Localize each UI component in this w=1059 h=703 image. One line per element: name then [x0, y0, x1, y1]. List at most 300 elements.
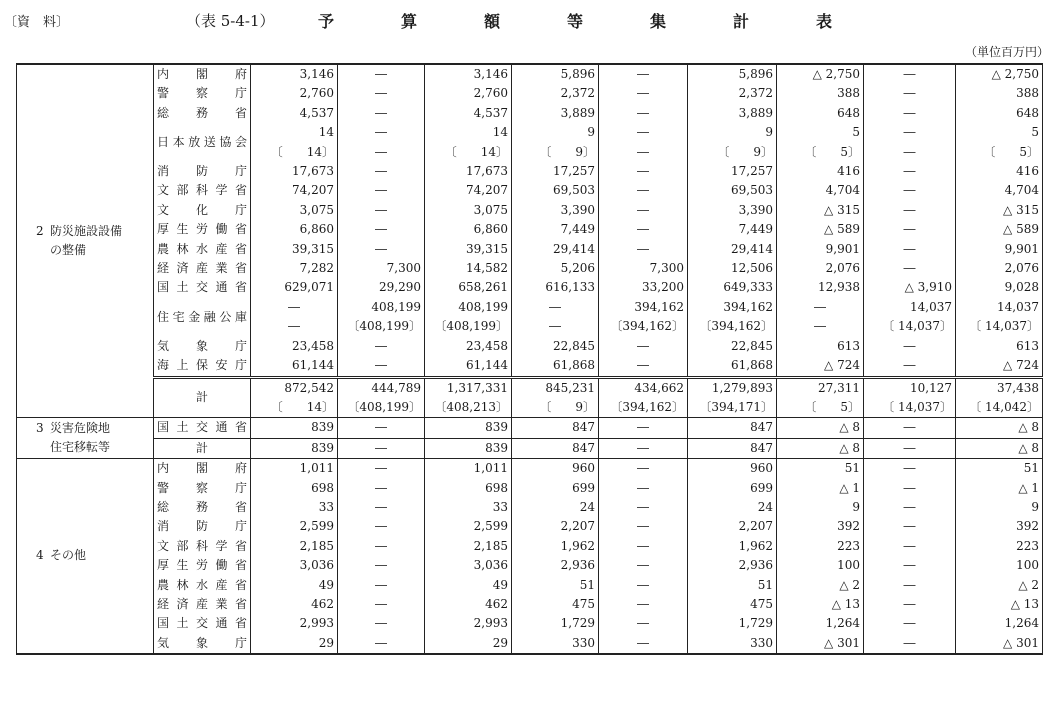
table-number: （表 5-4-1） — [186, 12, 275, 30]
table-cell: 960 — [512, 459, 599, 479]
table-cell: 29 — [251, 634, 338, 654]
table-cell: 462 — [425, 595, 512, 614]
table-cell: ― — [338, 104, 425, 123]
agency-name: 計 — [154, 438, 251, 458]
agency-name: 文部科学省 — [154, 537, 251, 556]
table-cell: 〔 14〕 — [251, 143, 338, 162]
agency-name: 経済産業省 — [154, 259, 251, 278]
table-cell: 5 — [956, 123, 1043, 142]
table-cell: 〔408,199〕 — [338, 398, 425, 418]
table-cell: 〔 14,037〕 — [864, 398, 956, 418]
table-cell: ― — [338, 123, 425, 142]
table-cell: △ 13 — [956, 595, 1043, 614]
title-char: 等 — [567, 12, 584, 31]
table-cell: ― — [338, 595, 425, 614]
table-cell: ― — [864, 181, 956, 200]
table-cell: 9,028 — [956, 278, 1043, 297]
category-name: 災害危険地 — [50, 420, 111, 435]
table-cell: 3,146 — [251, 64, 338, 84]
table-cell: △ 8 — [777, 438, 864, 458]
table-row — [17, 162, 1043, 181]
table-cell: 29 — [425, 634, 512, 654]
table-cell: 17,673 — [251, 162, 338, 181]
table-cell: ― — [864, 537, 956, 556]
table-cell: 2,599 — [425, 517, 512, 536]
table-cell: ― — [864, 143, 956, 162]
table-cell: 61,144 — [425, 356, 512, 377]
table-cell: 4,704 — [777, 181, 864, 200]
table-cell: 3,390 — [512, 201, 599, 220]
agency-name: 総 務 省 — [154, 104, 251, 123]
table-cell: 51 — [777, 459, 864, 479]
table-cell: 23,458 — [425, 337, 512, 356]
table-cell: △ 2 — [956, 576, 1043, 595]
table-cell: 648 — [956, 104, 1043, 123]
table-cell: 17,257 — [688, 162, 777, 181]
table-cell: 69,503 — [688, 181, 777, 200]
table-cell: 14,037 — [956, 298, 1043, 317]
agency-name: 国土交通省 — [154, 614, 251, 633]
table-cell: ― — [512, 298, 599, 317]
agency-name: 海上保安庁 — [154, 356, 251, 377]
table-row — [17, 459, 1043, 479]
table-cell: ― — [338, 614, 425, 633]
table-cell: 39,315 — [251, 240, 338, 259]
title-char: 表 — [816, 12, 833, 31]
table-cell: 37,438 — [956, 377, 1043, 398]
table-cell: 2,076 — [956, 259, 1043, 278]
table-cell: 2,760 — [251, 84, 338, 103]
table-cell: 839 — [251, 438, 338, 458]
table-cell: △ 8 — [956, 438, 1043, 458]
table-cell: 〔 14,037〕 — [956, 317, 1043, 336]
agency-name: 計 — [154, 377, 251, 418]
table-cell: ― — [338, 143, 425, 162]
title-char: 計 — [733, 12, 750, 31]
table-cell: 462 — [251, 595, 338, 614]
table-cell: 7,300 — [599, 259, 688, 278]
table-row — [17, 377, 1043, 398]
table-cell: 〔 9〕 — [512, 398, 599, 418]
table-cell: 〔 14〕 — [251, 398, 338, 418]
table-cell: ― — [338, 337, 425, 356]
table-cell: ― — [864, 498, 956, 517]
table-cell: 1,729 — [688, 614, 777, 633]
table-cell: 6,860 — [251, 220, 338, 239]
table-cell: ― — [864, 104, 956, 123]
agency-name: 総 務 省 — [154, 498, 251, 517]
category-number: 3 — [36, 420, 44, 435]
table-cell: △ 8 — [777, 418, 864, 438]
table-cell: ― — [599, 104, 688, 123]
table-row — [17, 104, 1043, 123]
table-cell: ― — [599, 64, 688, 84]
table-cell: 9,901 — [956, 240, 1043, 259]
table-cell: ― — [338, 162, 425, 181]
agency-name: 国土交通省 — [154, 418, 251, 438]
table-cell: 648 — [777, 104, 864, 123]
table-cell: 9 — [688, 123, 777, 142]
table-cell: ― — [338, 498, 425, 517]
table-cell: 1,011 — [425, 459, 512, 479]
table-cell: 699 — [688, 479, 777, 498]
table-cell: 3,146 — [425, 64, 512, 84]
table-row — [17, 614, 1043, 633]
agency-name: 内 閣 府 — [154, 64, 251, 84]
table-cell: 61,144 — [251, 356, 338, 377]
table-cell: 872,542 — [251, 377, 338, 398]
table-cell: 〔394,162〕 — [599, 317, 688, 336]
table-cell: 61,868 — [688, 356, 777, 377]
table-cell: ― — [777, 298, 864, 317]
table-cell: ― — [599, 634, 688, 654]
table-cell: 24 — [512, 498, 599, 517]
table-cell: ― — [599, 123, 688, 142]
table-cell: 2,993 — [425, 614, 512, 633]
table-cell: 22,845 — [688, 337, 777, 356]
table-cell: 12,938 — [777, 278, 864, 297]
table-cell: 7,300 — [338, 259, 425, 278]
table-cell: ― — [599, 556, 688, 575]
table-cell: △ 724 — [777, 356, 864, 377]
table-cell: 649,333 — [688, 278, 777, 297]
table-cell: 〔 9〕 — [688, 143, 777, 162]
table-cell: 4,704 — [956, 181, 1043, 200]
table-cell: 29,290 — [338, 278, 425, 297]
table-cell: 1,279,893 — [688, 377, 777, 398]
table-cell: △ 589 — [956, 220, 1043, 239]
table-row — [17, 220, 1043, 239]
table-cell: ― — [864, 556, 956, 575]
category-cell — [17, 459, 154, 655]
table-cell: ― — [864, 356, 956, 377]
table-cell: 3,075 — [425, 201, 512, 220]
table-cell: ― — [338, 356, 425, 377]
agency-name: 文部科学省 — [154, 181, 251, 200]
table-cell: ― — [864, 418, 956, 438]
agency-name: 消 防 庁 — [154, 162, 251, 181]
table-cell: 408,199 — [338, 298, 425, 317]
table-cell: 394,162 — [599, 298, 688, 317]
table-cell: 14,582 — [425, 259, 512, 278]
agency-name: 農林水産省 — [154, 576, 251, 595]
category-name: の整備 — [50, 243, 87, 258]
table-cell: 〔 5〕 — [777, 143, 864, 162]
agency-name: 経済産業省 — [154, 595, 251, 614]
table-cell: 839 — [251, 418, 338, 438]
table-cell: 3,036 — [425, 556, 512, 575]
agency-name: 厚生労働省 — [154, 556, 251, 575]
table-row — [17, 634, 1043, 654]
table-cell: 14 — [251, 123, 338, 142]
table-cell: △ 301 — [777, 634, 864, 654]
table-cell: 845,231 — [512, 377, 599, 398]
table-cell: ― — [599, 84, 688, 103]
table-cell: 17,257 — [512, 162, 599, 181]
table-cell: 14,037 — [864, 298, 956, 317]
category-name: その他 — [50, 548, 87, 563]
table-cell: 3,036 — [251, 556, 338, 575]
table-cell: ― — [864, 438, 956, 458]
table-row — [17, 498, 1043, 517]
table-cell: ― — [338, 634, 425, 654]
title-char: 算 — [401, 12, 418, 31]
table-cell: 9 — [956, 498, 1043, 517]
table-cell: △ 1 — [956, 479, 1043, 498]
table-cell: △ 2,750 — [777, 64, 864, 84]
table-cell: 5,206 — [512, 259, 599, 278]
table-cell: 223 — [956, 537, 1043, 556]
title-char: 予 — [318, 12, 335, 31]
table-cell: ― — [864, 459, 956, 479]
table-cell: 2,185 — [425, 537, 512, 556]
table-cell: ― — [599, 240, 688, 259]
table-cell: 613 — [777, 337, 864, 356]
table-cell: 〔394,171〕 — [688, 398, 777, 418]
table-cell: ― — [599, 181, 688, 200]
table-row — [17, 240, 1043, 259]
table-cell: 330 — [512, 634, 599, 654]
agency-name: 日本放送協会 — [154, 123, 251, 162]
table-cell: ― — [864, 337, 956, 356]
table-row — [17, 438, 1043, 458]
table-cell: 1,962 — [512, 537, 599, 556]
table-cell: ― — [864, 123, 956, 142]
table-cell: 1,264 — [777, 614, 864, 633]
table-cell: △ 301 — [956, 634, 1043, 654]
table-cell: ― — [864, 84, 956, 103]
table-cell: 392 — [777, 517, 864, 536]
table-cell: 475 — [688, 595, 777, 614]
table-cell: 2,207 — [512, 517, 599, 536]
table-cell: ― — [864, 517, 956, 536]
agency-name: 内 閣 府 — [154, 459, 251, 479]
table-cell: 699 — [512, 479, 599, 498]
table-cell: 3,889 — [512, 104, 599, 123]
table-cell: ― — [251, 317, 338, 336]
table-cell: ― — [599, 356, 688, 377]
table-cell: 3,889 — [688, 104, 777, 123]
table-cell: 74,207 — [425, 181, 512, 200]
table-cell: 7,449 — [688, 220, 777, 239]
page-title — [318, 9, 899, 32]
table-cell: △ 315 — [777, 201, 864, 220]
table-cell: 847 — [512, 438, 599, 458]
table-cell: 〔 14,037〕 — [864, 317, 956, 336]
table-cell: 847 — [688, 438, 777, 458]
table-cell: 23,458 — [251, 337, 338, 356]
table-cell: 1,729 — [512, 614, 599, 633]
table-cell: 33 — [425, 498, 512, 517]
table-cell: △ 13 — [777, 595, 864, 614]
table-cell: 100 — [956, 556, 1043, 575]
table-cell: 416 — [777, 162, 864, 181]
table-cell: ― — [599, 143, 688, 162]
table-row — [17, 181, 1043, 200]
table-row — [17, 537, 1043, 556]
table-row — [17, 595, 1043, 614]
table-cell: 6,860 — [425, 220, 512, 239]
table-cell: ― — [599, 201, 688, 220]
table-row — [17, 84, 1043, 103]
agency-name: 警 察 庁 — [154, 84, 251, 103]
table-cell: 1,011 — [251, 459, 338, 479]
table-cell: ― — [864, 201, 956, 220]
table-cell: 29,414 — [512, 240, 599, 259]
table-cell: 960 — [688, 459, 777, 479]
table-cell: 12,506 — [688, 259, 777, 278]
table-cell: 394,162 — [688, 298, 777, 317]
budget-table — [16, 63, 1043, 655]
table-cell: ― — [777, 317, 864, 336]
table-cell: 〔394,162〕 — [688, 317, 777, 336]
table-cell: 847 — [512, 418, 599, 438]
table-cell: 〔 5〕 — [956, 143, 1043, 162]
table-cell: ― — [864, 64, 956, 84]
table-cell: 475 — [512, 595, 599, 614]
table-cell: 49 — [251, 576, 338, 595]
table-cell: ― — [338, 84, 425, 103]
table-cell: 22,845 — [512, 337, 599, 356]
table-cell: 〔408,213〕 — [425, 398, 512, 418]
agency-name: 消 防 庁 — [154, 517, 251, 536]
table-cell: ― — [864, 259, 956, 278]
title-char: 集 — [650, 12, 667, 31]
table-cell: 2,207 — [688, 517, 777, 536]
table-cell: 4,537 — [425, 104, 512, 123]
table-cell: 〔 9〕 — [512, 143, 599, 162]
table-cell: ― — [338, 64, 425, 84]
table-row — [17, 259, 1043, 278]
category-cell — [17, 418, 154, 459]
table-row — [17, 556, 1043, 575]
table-cell: ― — [599, 537, 688, 556]
table-cell: ― — [338, 240, 425, 259]
table-cell: 61,868 — [512, 356, 599, 377]
table-cell: 7,282 — [251, 259, 338, 278]
table-cell: △ 589 — [777, 220, 864, 239]
table-cell: 416 — [956, 162, 1043, 181]
table-cell: 698 — [425, 479, 512, 498]
table-cell: △ 315 — [956, 201, 1043, 220]
table-cell: ― — [338, 576, 425, 595]
table-cell: ― — [338, 537, 425, 556]
table-cell: ― — [338, 517, 425, 536]
table-cell: ― — [338, 556, 425, 575]
table-cell: 839 — [425, 418, 512, 438]
table-cell: ― — [599, 220, 688, 239]
table-cell: ― — [864, 220, 956, 239]
table-cell: 223 — [777, 537, 864, 556]
table-cell: 2,993 — [251, 614, 338, 633]
table-cell: ― — [864, 634, 956, 654]
unit-note: （単位百万円） — [964, 45, 1049, 59]
table-cell: 9,901 — [777, 240, 864, 259]
table-cell: 1,264 — [956, 614, 1043, 633]
table-cell: △ 8 — [956, 418, 1043, 438]
table-cell: 51 — [956, 459, 1043, 479]
table-cell: 3,075 — [251, 201, 338, 220]
category-number: 4 — [36, 548, 44, 563]
table-row — [17, 298, 1043, 317]
table-cell: 2,372 — [512, 84, 599, 103]
table-cell: 〔 5〕 — [777, 398, 864, 418]
agency-name: 警 察 庁 — [154, 479, 251, 498]
table-cell: ― — [338, 459, 425, 479]
table-cell: 〔394,162〕 — [599, 398, 688, 418]
table-cell: 5 — [777, 123, 864, 142]
table-cell: 74,207 — [251, 181, 338, 200]
table-cell: 17,673 — [425, 162, 512, 181]
table-cell: ― — [338, 418, 425, 438]
table-cell: 444,789 — [338, 377, 425, 398]
agency-name: 気 象 庁 — [154, 337, 251, 356]
table-row — [17, 123, 1043, 142]
table-cell: ― — [599, 418, 688, 438]
table-cell: 616,133 — [512, 278, 599, 297]
agency-name: 国土交通省 — [154, 278, 251, 297]
category-name: 防災施設設備 — [50, 223, 123, 238]
table-cell: ― — [599, 162, 688, 181]
table-cell: 4,537 — [251, 104, 338, 123]
table-cell: ― — [599, 459, 688, 479]
table-cell: 2,599 — [251, 517, 338, 536]
table-cell: ― — [864, 162, 956, 181]
table-cell: 100 — [777, 556, 864, 575]
table-cell: ― — [338, 201, 425, 220]
table-cell: 5,896 — [512, 64, 599, 84]
table-cell: 2,760 — [425, 84, 512, 103]
table-cell: 658,261 — [425, 278, 512, 297]
table-cell: 613 — [956, 337, 1043, 356]
table-cell: ― — [599, 517, 688, 536]
table-cell: 24 — [688, 498, 777, 517]
table-cell: ― — [864, 595, 956, 614]
category-cell — [17, 64, 154, 418]
table-cell: ― — [599, 337, 688, 356]
table-row — [17, 64, 1043, 84]
table-row — [17, 356, 1043, 377]
table-cell: 〔408,199〕 — [338, 317, 425, 336]
table-cell: 408,199 — [425, 298, 512, 317]
table-cell: 434,662 — [599, 377, 688, 398]
table-cell: ― — [599, 438, 688, 458]
table-cell: 33,200 — [599, 278, 688, 297]
table-cell: ― — [599, 479, 688, 498]
table-row — [17, 517, 1043, 536]
table-cell: 2,185 — [251, 537, 338, 556]
table-cell: ― — [338, 479, 425, 498]
table-cell: ― — [338, 220, 425, 239]
table-cell: 2,936 — [512, 556, 599, 575]
table-cell: △ 2 — [777, 576, 864, 595]
table-row — [17, 576, 1043, 595]
table-cell: ― — [864, 240, 956, 259]
table-cell: ― — [864, 479, 956, 498]
table-cell: 69,503 — [512, 181, 599, 200]
table-cell: 10,127 — [864, 377, 956, 398]
table-cell: 33 — [251, 498, 338, 517]
table-cell: ― — [512, 317, 599, 336]
table-cell: 847 — [688, 418, 777, 438]
table-cell: 49 — [425, 576, 512, 595]
table-cell: 2,076 — [777, 259, 864, 278]
table-row — [17, 201, 1043, 220]
table-cell: ― — [338, 181, 425, 200]
table-cell: 388 — [956, 84, 1043, 103]
table-cell: 392 — [956, 517, 1043, 536]
table-cell: 9 — [777, 498, 864, 517]
